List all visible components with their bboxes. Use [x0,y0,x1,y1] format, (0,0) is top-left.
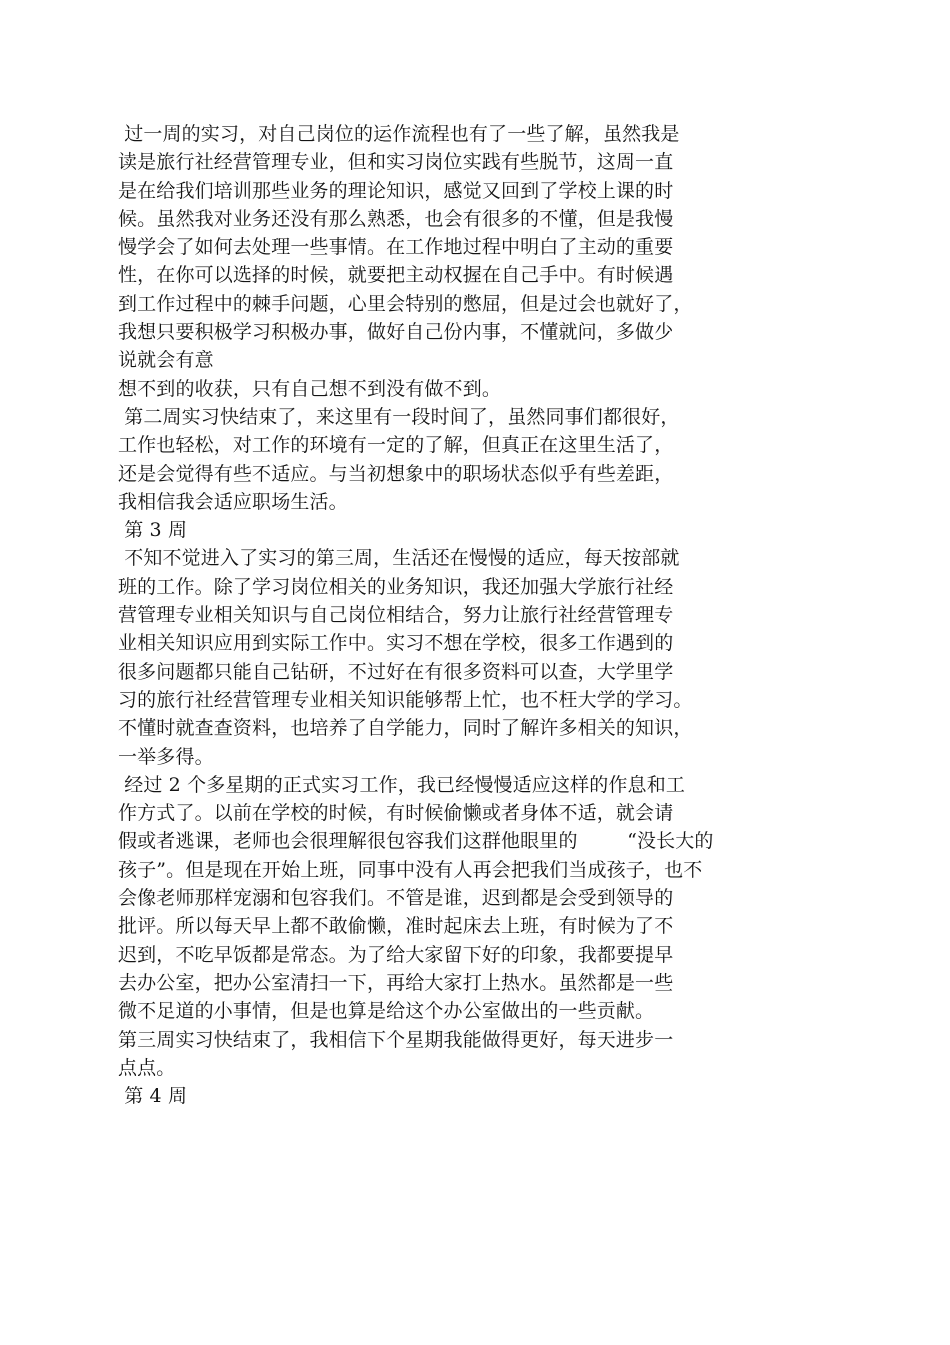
section-heading-week-3: 第 3 周 [118,519,188,542]
text-line: 孩子”。但是现在开始上班，同事中没有人再会把我们当成孩子，也不 [118,858,703,881]
text-line: 微不足道的小事情，但是也算是给这个办公室做出的一些贡献。 [118,1000,655,1023]
text-line: 批评。所以每天早上都不敢偷懒，准时起床去上班，有时候为了不 [118,915,674,938]
text-line: 是在给我们培训那些业务的理论知识，感觉又回到了学校上课的时 [118,179,674,202]
text-line: 读是旅行社经营管理专业，但和实习岗位实践有些脱节，这周一直 [118,151,674,174]
text-line: 去办公室，把办公室清扫一下，再给大家打上热水。虽然都是一些 [118,971,674,994]
text-line: 很多问题都只能自己钻研，不过好在有很多资料可以查，大学里学 [118,660,674,683]
text-line: 说就会有意 [118,349,214,372]
text-line: 我相信我会适应职场生活。 [118,490,348,513]
text-line: 会像老师那样宠溺和包容我们。不管是谁，迟到都是会受到领导的 [118,887,674,910]
text-line: 营管理专业相关知识与自己岗位相结合，努力让旅行社经营管理专 [118,604,674,627]
text-line: 过一周的实习，对自己岗位的运作流程也有了一些了解，虽然我是 [118,123,680,145]
text-line: 慢学会了如何去处理一些事情。在工作地过程中明白了主动的重要 [118,236,674,259]
text-line: 到工作过程中的棘手问题，心里会特别的憋屈，但是过会也就好了， [118,292,693,315]
text-line: 假或者逃课，老师也会很理解很包容我们这群他眼里的 “没长大的 [118,830,714,853]
text-line: 习的旅行社经营管理专业相关知识能够帮上忙，也不枉大学的学习。 [118,688,693,711]
text-line: 工作也轻松，对工作的环境有一定的了解，但真正在这里生活了， [118,434,674,457]
text-line: 点点。 [118,1056,176,1079]
document-body [118,120,818,1110]
text-line: 不知不觉进入了实习的第三周，生活还在慢慢的适应，每天按部就 [118,547,680,570]
text-line: 作方式了。以前在学校的时候，有时候偷懒或者身体不适，就会请 [118,802,674,825]
text-line: 业相关知识应用到实际工作中。实习不想在学校，很多工作遇到的 [118,632,674,655]
text-line: 想不到的收获，只有自己想不到没有做不到。 [118,377,502,400]
text-line: 一举多得。 [118,745,214,768]
text-line: 我想只要积极学习积极办事，做好自己份内事，不懂就问，多做少 [118,321,674,344]
text-line: 候。虽然我对业务还没有那么熟悉，也会有很多的不懂，但是我慢 [118,207,674,230]
text-line: 经过 2 个多星期的正式实习工作，我已经慢慢适应这样的作息和工 [118,773,686,796]
text-line: 迟到，不吃早饭都是常态。为了给大家留下好的印象，我都要提早 [118,943,674,966]
text-line: 性，在你可以选择的时候，就要把主动权握在自己手中。有时候遇 [118,264,674,287]
text-line: 不懂时就查查资料，也培养了自学能力，同时了解许多相关的知识， [118,717,693,740]
text-line: 第二周实习快结束了，来这里有一段时间了，虽然同事们都很好， [118,405,680,428]
text-line: 班的工作。除了学习岗位相关的业务知识，我还加强大学旅行社经 [118,575,674,598]
text-line: 还是会觉得有些不适应。与当初想象中的职场状态似乎有些差距， [118,462,674,485]
text-line: 第三周实习快结束了，我相信下个星期我能做得更好，每天进步一 [118,1028,674,1051]
section-heading-week-4: 第 4 周 [118,1085,188,1108]
